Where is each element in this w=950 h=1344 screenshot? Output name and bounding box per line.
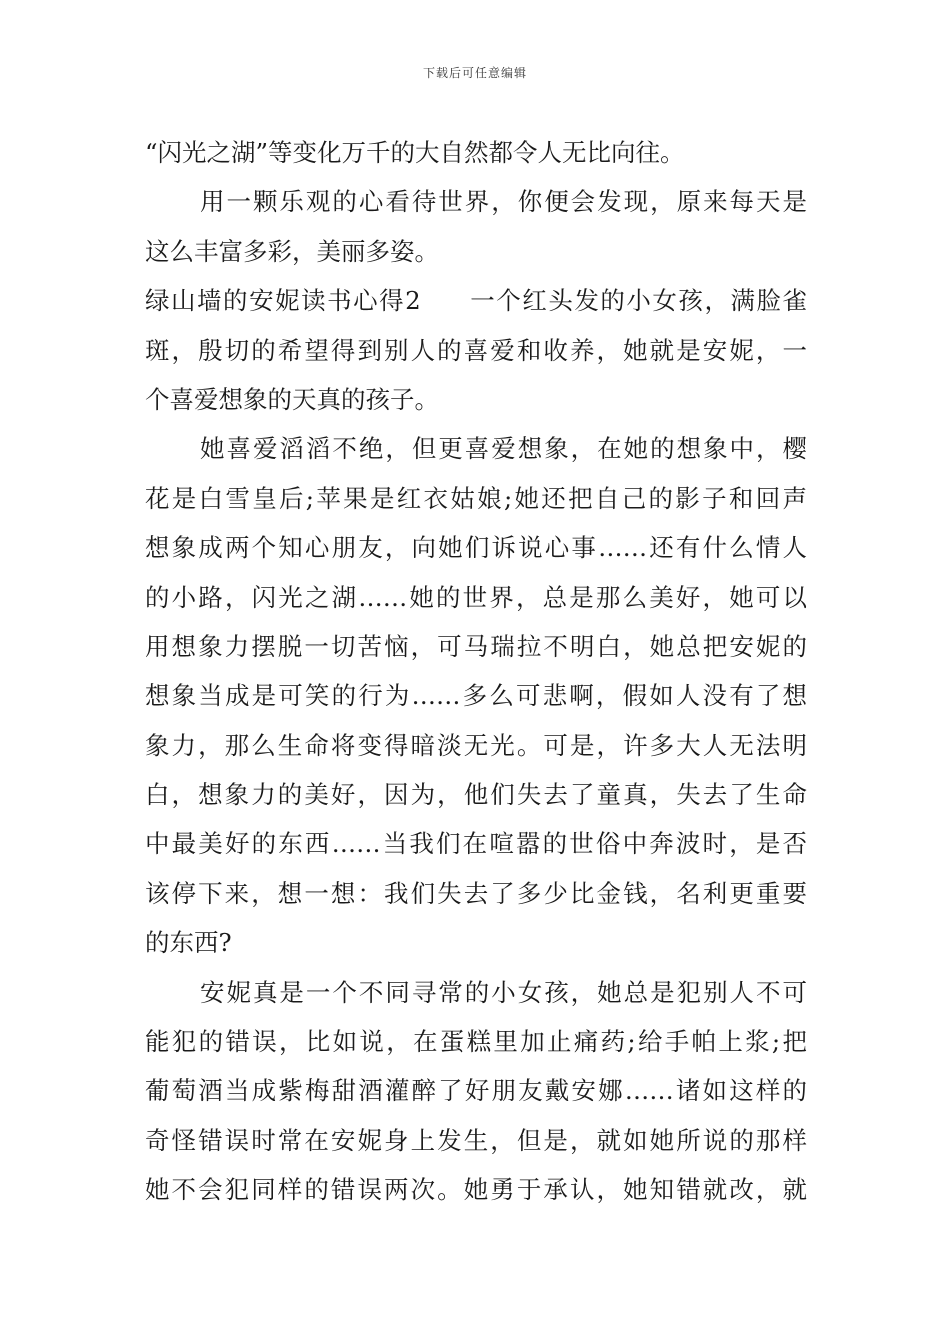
text-line: 能犯的错误，比如说，在蛋糕里加止痛药;给手帕上浆;把 <box>145 1027 807 1057</box>
document-body <box>145 128 807 1215</box>
text-line: 的小路，闪光之湖……她的世界，总是那么美好，她可以 <box>145 582 807 612</box>
text-line: 葡萄酒当成紫梅甜酒灌醉了好朋友戴安娜……诸如这样的 <box>145 1076 807 1106</box>
text-line: 她喜爱滔滔不绝，但更喜爱想象，在她的想象中，樱 <box>200 434 807 464</box>
text-line: 安妮真是一个不同寻常的小女孩，她总是犯别人不可 <box>200 977 807 1007</box>
text-line: 想象当成是可笑的行为……多么可悲啊，假如人没有了想 <box>145 681 807 711</box>
text-line: 个喜爱想象的天真的孩子。 <box>145 384 439 414</box>
text-line: “闪光之湖”等变化万千的大自然都令人无比向往。 <box>145 138 685 167</box>
text-line: 的东西? <box>145 928 232 958</box>
text-fragment: 一个红头发的小女孩，满脸雀 <box>468 286 807 316</box>
text-line: 这么丰富多彩，美丽多姿。 <box>145 236 439 266</box>
text-line: 奇怪错误时常在安妮身上发生，但是，就如她所说的那样 <box>145 1125 807 1155</box>
text-line: 用想象力摆脱一切苦恼，可马瑞拉不明白，她总把安妮的 <box>145 631 807 661</box>
text-line: 花是白雪皇后;苹果是红衣姑娘;她还把自己的影子和回声 <box>145 483 807 513</box>
page-header: 下载后可任意编辑 <box>422 66 527 80</box>
text-line: 她不会犯同样的错误两次。她勇于承认，她知错就改，就 <box>145 1175 807 1205</box>
text-line: 象力，那么生命将变得暗淡无光。可是，许多大人无法明 <box>145 730 807 760</box>
text-line <box>145 276 807 325</box>
text-line: 斑，殷切的希望得到别人的喜爱和收养，她就是安妮，一 <box>145 335 807 365</box>
text-line: 白，想象力的美好，因为，他们失去了童真，失去了生命 <box>145 780 807 810</box>
text-line: 中最美好的东西……当我们在喧嚣的世俗中奔波时，是否 <box>145 829 807 859</box>
text-line: 该停下来，想一想：我们失去了多少比金钱，名利更重要 <box>145 878 807 908</box>
text-line: 用一颗乐观的心看待世界，你便会发现，原来每天是 <box>200 187 807 217</box>
text-line: 想象成两个知心朋友，向她们诉说心事……还有什么情人 <box>145 533 807 563</box>
section-title: 绿山墙的安妮读书心得2 <box>145 286 421 316</box>
